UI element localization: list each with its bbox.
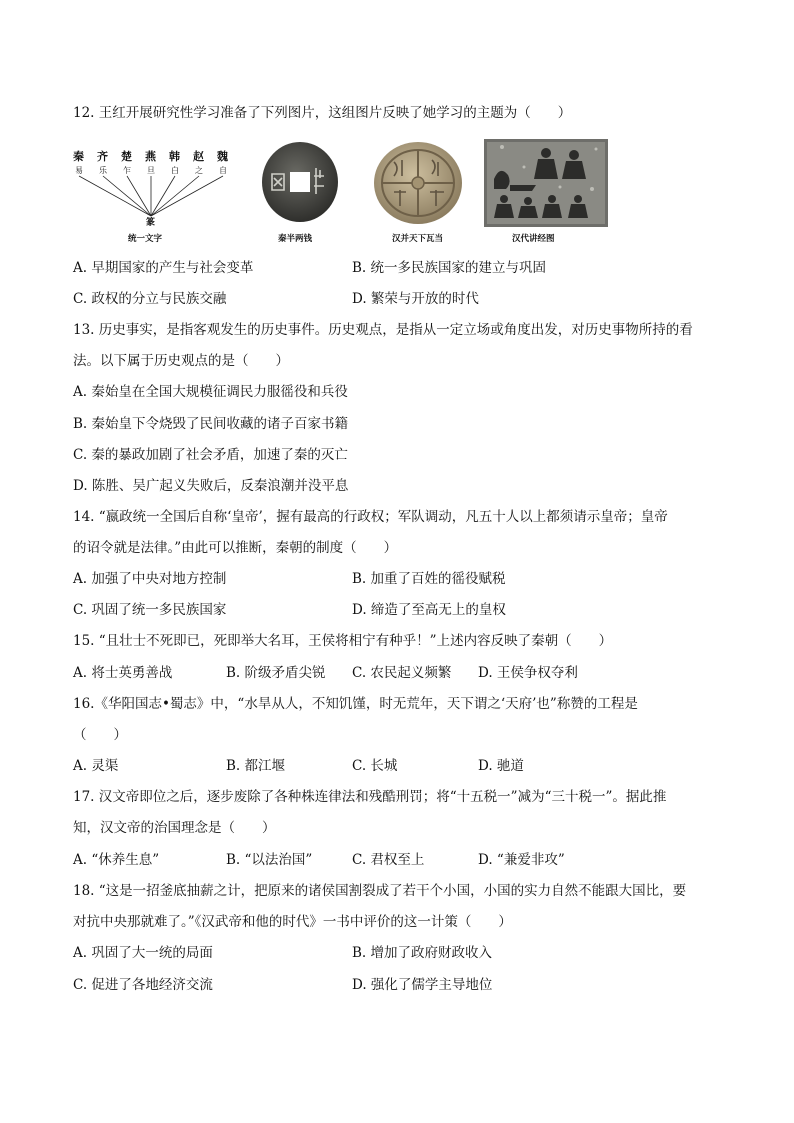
q12-option-d: D. 繁荣与开放的时代 (352, 291, 479, 307)
q14-option-c: C. 巩固了统一多民族国家 (73, 602, 227, 618)
han-tile-end-image (372, 140, 464, 226)
q18-stem-line-1: 18. “这是一招釜底抽薪之计，把原来的诸侯国割裂成了若干个小国，小国的实力自然不能跟大国比，要 (73, 883, 687, 899)
q15-stem: 15. “且壮士不死即已，死即举大名耳，王侯将相宁有种乎！”上述内容反映了秦朝（ ） (73, 633, 613, 649)
q18-option-d: D. 强化了儒学主导地位 (352, 977, 493, 993)
q16-stem-line-1: 16.《华阳国志•蜀志》中，“水旱从人，不知饥馑，时无荒年，天下谓之‘天府’也”称赞的工程是 (73, 696, 638, 712)
q15-option-b: B. 阶级矛盾尖锐 (226, 665, 326, 681)
variant-char: 易 (75, 166, 83, 175)
q17-option-a: A. “休养生息” (73, 852, 160, 868)
q12-option-b: B. 统一多民族国家的建立与巩固 (352, 260, 547, 276)
q14-option-b: B. 加重了百姓的徭役赋税 (352, 571, 506, 587)
han-lecture-relief-image (484, 139, 608, 227)
q18-option-b: B. 增加了政府财政收入 (352, 945, 493, 961)
variant-char: 之 (195, 166, 203, 175)
q13-stem-line-2: 法。以下属于历史观点的是（ ） (73, 353, 289, 369)
q16-option-a: A. 灵渠 (73, 758, 119, 774)
state-char: 楚 (121, 150, 132, 163)
variant-char: 乐 (99, 166, 107, 175)
q13-option-b: B. 秦始皇下令烧毁了民间收藏的诸子百家书籍 (73, 416, 349, 432)
state-char: 韩 (169, 150, 180, 163)
q14-stem-line-1: 14. “嬴政统一全国后自称‘皇帝’，握有最高的行政权；军队调动，凡五十人以上都须请示皇帝；皇帝 (73, 509, 668, 525)
q17-option-c: C. 君权至上 (352, 852, 425, 868)
state-char: 齐 (97, 150, 108, 163)
q17-stem-line-1: 17. 汉文帝即位之后，逐步废除了各种株连律法和残酷刑罚；将“十五税一”减为“三十税一”。据此推 (73, 789, 667, 805)
q18-stem-line-2: 对抗中央那就难了。”《汉武帝和他的时代》一书中评价的这一计策（ ） (73, 914, 512, 930)
figure-unified-script (73, 138, 243, 238)
q13-option-d: D. 陈胜、吴广起义失败后，反秦浪潮并没平息 (73, 478, 349, 494)
q16-option-d: D. 驰道 (478, 758, 524, 774)
state-char: 燕 (145, 150, 156, 163)
state-char: 魏 (217, 150, 228, 163)
q17-option-d: D. “兼爱非攻” (478, 852, 565, 868)
q14-option-d: D. 缔造了至高无上的皇权 (352, 602, 506, 618)
q18-option-a: A. 巩固了大一统的局面 (73, 945, 213, 961)
caption-han-tile: 汉并天下瓦当 (392, 234, 444, 244)
variant-char: 旦 (147, 166, 155, 175)
q16-stem-line-2: （ ） (73, 727, 127, 743)
q18-option-c: C. 促进了各地经济交流 (73, 977, 213, 993)
q15-option-a: A. 将士英勇善战 (73, 665, 173, 681)
q13-stem-line-1: 13. 历史事实，是指客观发生的历史事件。历史观点，是指从一定立场或角度出发，对历史事物所持的看 (73, 322, 693, 338)
q14-stem-line-2: 的诏令就是法律。”由此可以推断，秦朝的制度（ ） (73, 540, 398, 556)
q15-option-d: D. 王侯争权夺利 (478, 665, 578, 681)
convergence-lines (73, 174, 243, 234)
q14-option-a: A. 加强了中央对地方控制 (73, 571, 227, 587)
caption-unified-script: 统一文字 (128, 234, 163, 244)
q13-option-a: A. 秦始皇在全国大规模征调民力服徭役和兵役 (73, 384, 348, 400)
q17-stem-line-2: 知，汉文帝的治国理念是（ ） (73, 820, 276, 836)
unified-char: 篆 (146, 218, 156, 228)
q12-stem: 12. 王红开展研究性学习准备了下列图片，这组图片反映了她学习的主题为（ ） (73, 105, 572, 121)
variant-char: 白 (171, 166, 179, 175)
q15-option-c: C. 农民起义频繁 (352, 665, 452, 681)
caption-han-relief: 汉代讲经图 (512, 234, 555, 244)
q16-option-c: C. 长城 (352, 758, 398, 774)
q17-option-b: B. “以法治国” (226, 852, 313, 868)
qin-banliang-coin-image (260, 140, 340, 224)
q12-option-a: A. 早期国家的产生与社会变革 (73, 260, 254, 276)
state-char: 赵 (193, 150, 204, 163)
variant-char: 乍 (123, 166, 131, 175)
q16-option-b: B. 都江堰 (226, 758, 286, 774)
q13-option-c: C. 秦的暴政加剧了社会矛盾，加速了秦的灭亡 (73, 447, 348, 463)
caption-qin-coin: 秦半两钱 (278, 234, 313, 244)
variant-char: 自 (219, 166, 227, 175)
state-char: 秦 (73, 150, 84, 163)
q12-option-c: C. 政权的分立与民族交融 (73, 291, 227, 307)
